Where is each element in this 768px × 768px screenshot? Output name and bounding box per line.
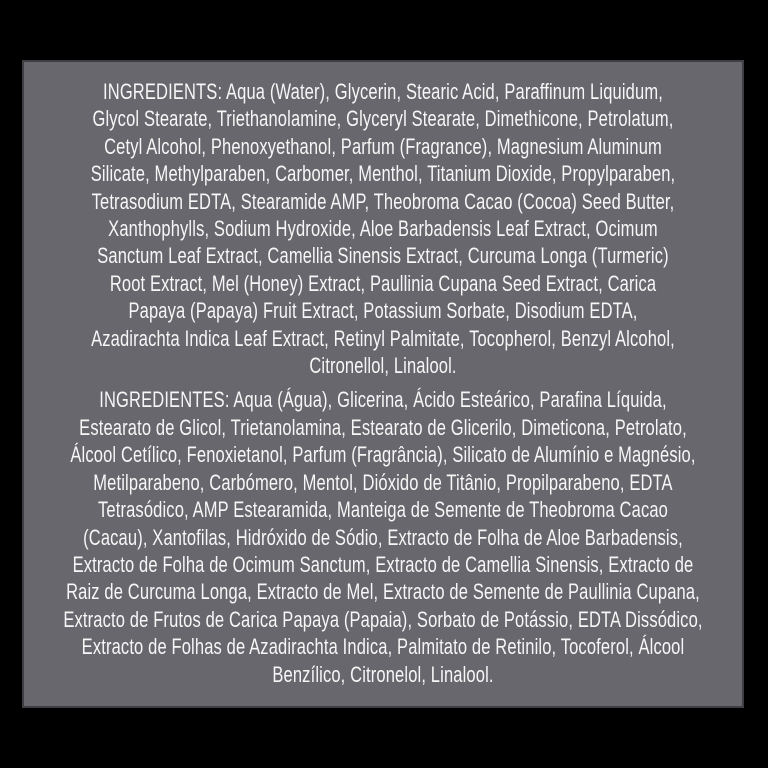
ingredients-line: Metilparabeno, Carbómero, Mentol, Dióxido de Titânio, Propilparabeno, EDTA	[93, 469, 673, 495]
ingredients-line: Azadirachta Indica Leaf Extract, Retinyl Palmitate, Tocopherol, Benzyl Alcohol,	[91, 325, 675, 351]
ingredients-line: INGREDIENTES: Aqua (Água), Glicerina, Ácido Esteárico, Parafina Líquida,	[99, 387, 667, 413]
ingredients-line: Sanctum Leaf Extract, Camellia Sinensis Extract, Curcuma Longa (Turmeric)	[97, 243, 669, 269]
ingredients-line: Benzílico, Citronelol, Linalool.	[272, 661, 494, 687]
ingredients-paragraph-portuguese	[23, 386, 743, 687]
ingredients-line: (Cacau), Xantofilas, Hidróxido de Sódio, Extracto de Folha de Aloe Barbadensis,	[83, 524, 683, 550]
ingredients-text-block	[23, 78, 743, 688]
ingredients-paragraph-english	[23, 78, 743, 379]
ingredients-panel	[22, 60, 744, 708]
ingredients-line: Tetrasódico, AMP Estearamida, Manteiga de Semente de Theobroma Cacao	[98, 497, 668, 523]
ingredients-line: Extracto de Folha de Ocimum Sanctum, Extracto de Camellia Sinensis, Extracto de	[72, 551, 694, 577]
ingredients-line: INGREDIENTS: Aqua (Water), Glycerin, Stearic Acid, Paraffinum Liquidum,	[103, 79, 663, 104]
ingredients-line: Extracto de Folhas de Azadirachta Indica, Palmitato de Retinilo, Tocoferol, Álcool	[81, 634, 685, 660]
ingredients-line: Álcool Cetílico, Fenoxietanol, Parfum (Fragrância), Silicato de Alumínio e Magnésio,	[70, 442, 696, 468]
ingredients-line: Glycol Stearate, Triethanolamine, Glyceryl Stearate, Dimethicone, Petrolatum,	[92, 106, 674, 132]
ingredients-line: Xanthophylls, Sodium Hydroxide, Aloe Barbadensis Leaf Extract, Ocimum	[108, 216, 658, 242]
ingredients-line: Citronellol, Linalool.	[309, 353, 457, 379]
ingredients-line: Papaya (Papaya) Fruit Extract, Potassium Sorbate, Disodium EDTA,	[128, 298, 638, 324]
ingredients-line: Raiz de Curcuma Longa, Extracto de Mel, Extracto de Semente de Paullinia Cupana,	[66, 579, 700, 605]
ingredients-line: Tetrasodium EDTA, Stearamide AMP, Theobroma Cacao (Cocoa) Seed Butter,	[91, 188, 675, 214]
ingredients-line: Extracto de Frutos de Carica Papaya (Papaia), Sorbato de Potássio, EDTA Dissódico,	[63, 606, 703, 632]
ingredients-line: Silicate, Methylparaben, Carbomer, Menthol, Titanium Dioxide, Propylparaben,	[90, 161, 676, 187]
ingredients-line: Root Extract, Mel (Honey) Extract, Paullinia Cupana Seed Extract, Carica	[109, 270, 657, 296]
ingredients-line: Cetyl Alcohol, Phenoxyethanol, Parfum (Fragrance), Magnesium Aluminum	[104, 133, 662, 159]
ingredients-line: Estearato de Glicol, Trietanolamina, Estearato de Glicerilo, Dimeticona, Petrolato,	[79, 414, 687, 440]
